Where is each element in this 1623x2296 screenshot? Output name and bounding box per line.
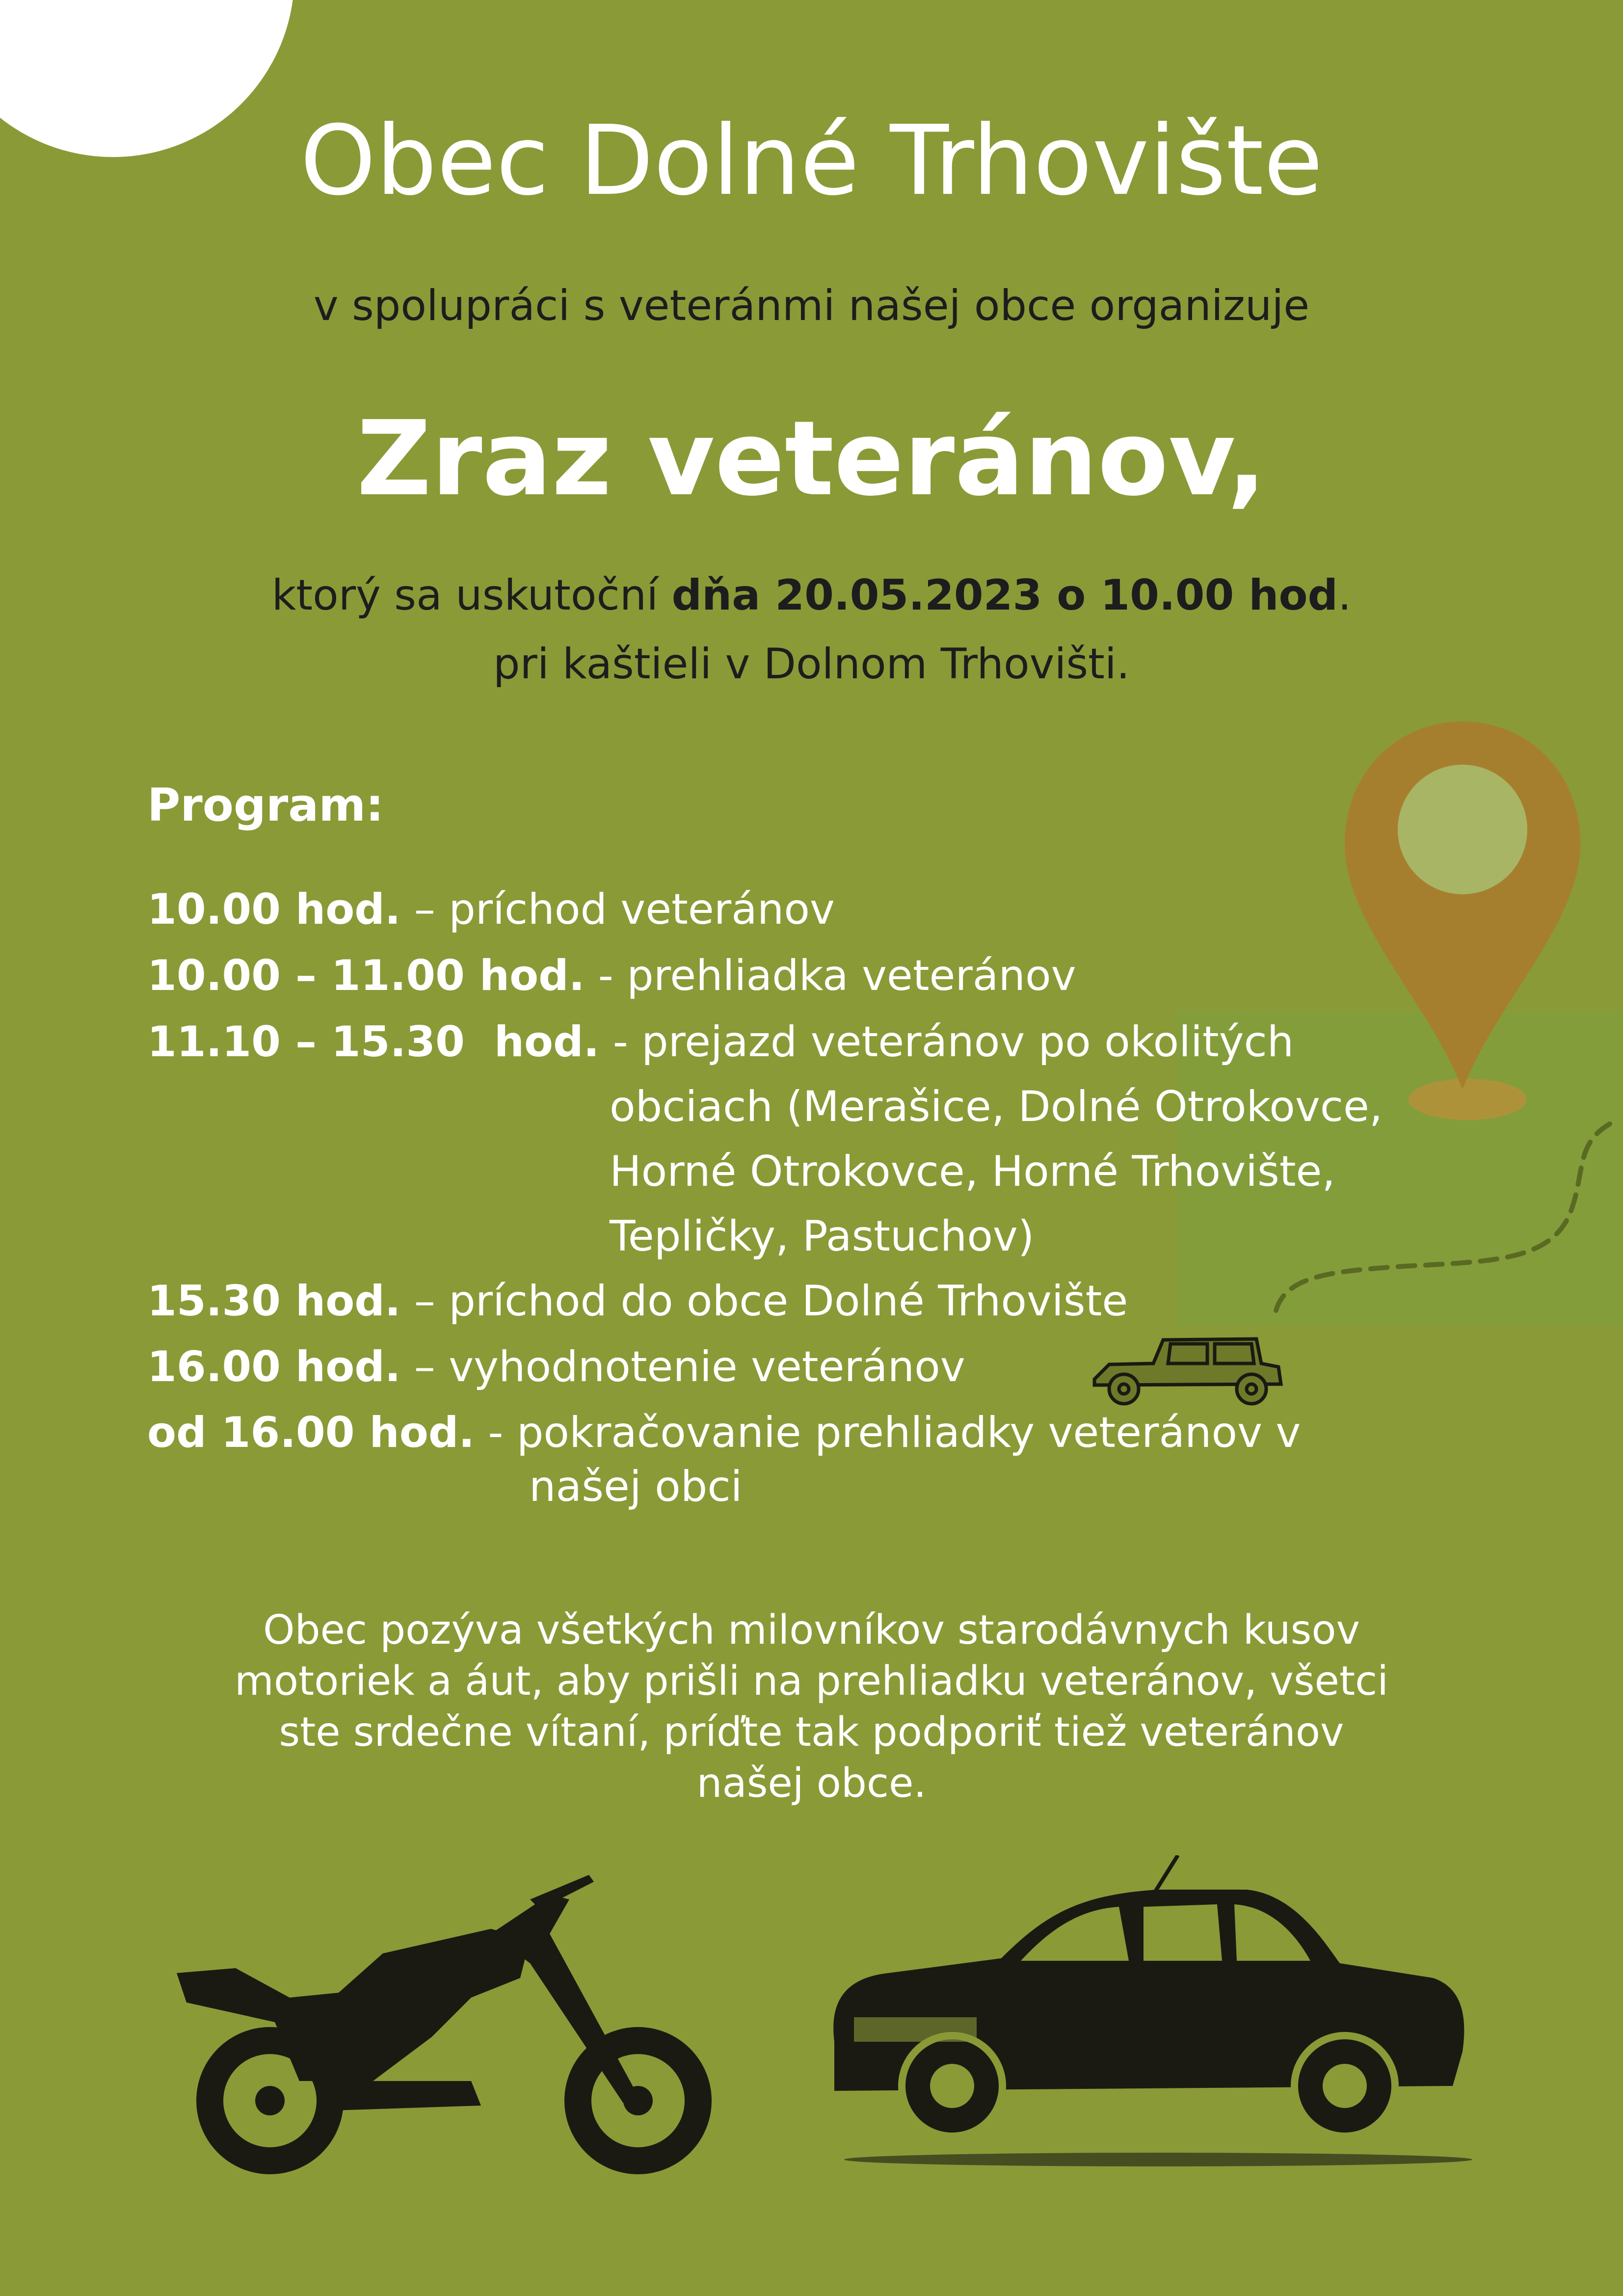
page-title: Obec Dolné Trhovište bbox=[300, 105, 1323, 217]
program-item: 16.00 hod. – vyhodnotenie veteránov bbox=[147, 1342, 965, 1391]
program-item-continuation: obciach (Merašice, Dolné Otrokovce, bbox=[610, 1082, 1383, 1131]
event-when: dňa 20.05.2023 o 10.00 hod bbox=[671, 571, 1338, 620]
program-item: od 16.00 hod. - pokračovanie prehliadky veteránov v bbox=[147, 1408, 1301, 1457]
program-heading: Program: bbox=[147, 779, 384, 831]
program-item-continuation: našej obci bbox=[529, 1462, 743, 1511]
event-location: pri kaštieli v Dolnom Trhovišti. bbox=[493, 640, 1130, 689]
subtitle: v spolupráci s veteránmi našej obce organizuje bbox=[313, 281, 1310, 330]
program-item: 10.00 hod. – príchod veteránov bbox=[147, 885, 835, 934]
program-item: 15.30 hod. – príchod do obce Dolné Trhovište bbox=[147, 1277, 1128, 1326]
motorcycle-icon bbox=[177, 1875, 746, 2179]
program-item-continuation: Horné Otrokovce, Horné Trhovište, bbox=[610, 1147, 1335, 1196]
event-datetime bbox=[0, 571, 1623, 620]
classic-sedan-icon bbox=[815, 1855, 1472, 2169]
dashed-route-icon bbox=[1256, 1114, 1623, 1330]
event-headline: Zraz veteránov, bbox=[356, 399, 1267, 519]
invitation-text: Obec pozýva všetkých milovníkov starodávnych kusov motoriek a áut, aby prišli na prehliadku veteránov, všetci ste srdečne vítaní, príďte tak podporiť tiež veteránov našej obce. bbox=[234, 1607, 1389, 1807]
event-when-suffix: . bbox=[1338, 571, 1352, 620]
program-item-continuation: Tepličky, Pastuchov) bbox=[610, 1212, 1035, 1261]
vintage-car-icon bbox=[1090, 1320, 1286, 1409]
event-intro: ktorý sa uskutoční bbox=[271, 571, 659, 620]
location-pin-icon bbox=[1335, 717, 1590, 1139]
program-item: 10.00 – 11.00 hod. - prehliadka veteránov bbox=[147, 951, 1076, 1000]
program-item: 11.10 – 15.30 hod. - prejazd veteránov po okolitých bbox=[147, 1017, 1294, 1067]
